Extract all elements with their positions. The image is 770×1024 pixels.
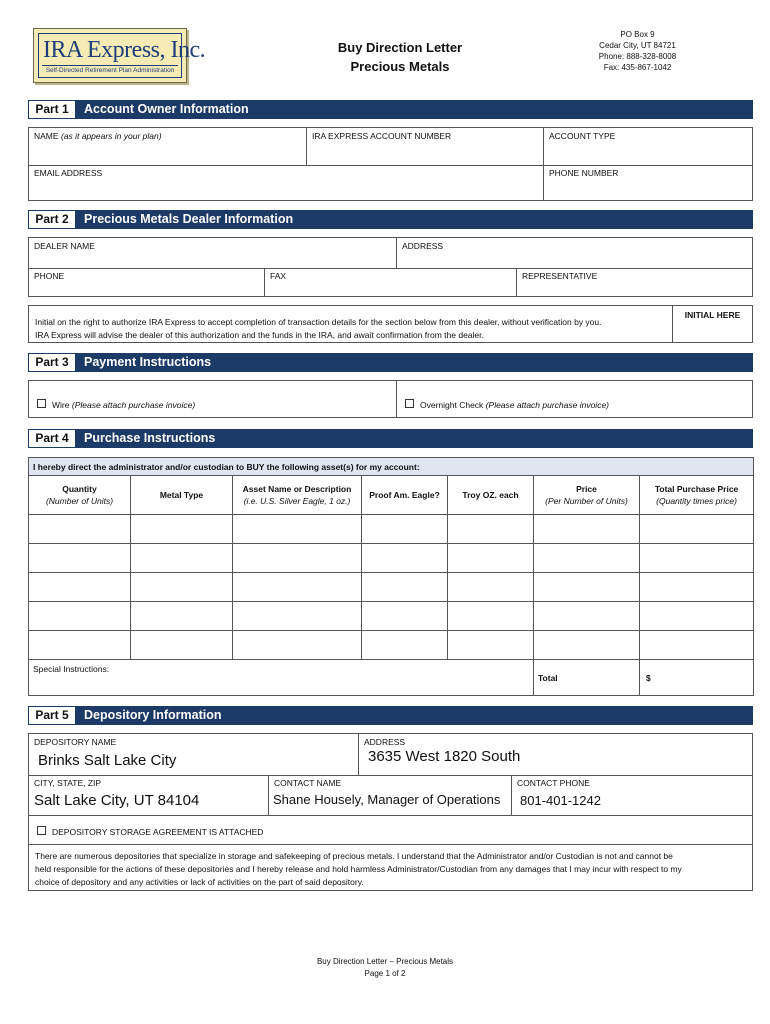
phone-number-field[interactable]: PHONE NUMBER: [549, 168, 619, 178]
authorization-text: Initial on the right to authorize IRA Express to accept completion of transaction details for the section below from this dealer, without verification by you. IRA Express will advise the dealer of this authorization and the funds in the IRA, and await confirmation from the dealer.: [35, 317, 602, 340]
part4-title: Purchase Instructions: [84, 431, 216, 445]
part1-header: [28, 100, 753, 119]
city-state-zip-field[interactable]: CITY, STATE, ZIP Salt Lake City, UT 84104: [29, 775, 269, 815]
total-value-field[interactable]: [640, 660, 754, 696]
overnight-check-option: Overnight Check (Please attach purchase invoice): [397, 381, 752, 417]
storage-agreement-label: DEPOSITORY STORAGE AGREEMENT IS ATTACHED: [52, 827, 264, 837]
table-cell[interactable]: [233, 631, 362, 660]
page-footer: [260, 956, 510, 980]
column-total-purchase-price: Total Purchase Price (Quantity times price): [640, 476, 754, 515]
table-cell[interactable]: [29, 573, 131, 602]
account-number-field[interactable]: IRA EXPRESS ACCOUNT NUMBER: [307, 128, 544, 165]
representative-field[interactable]: REPRESENTATIVE: [522, 271, 598, 281]
table-cell[interactable]: [362, 631, 448, 660]
table-cell[interactable]: [131, 515, 233, 544]
email-field[interactable]: EMAIL ADDRESS: [29, 165, 544, 201]
storage-agreement-checkbox[interactable]: [37, 826, 46, 835]
logo-tagline: Self-Directed Retirement Plan Administration: [42, 65, 178, 74]
table-row: [29, 631, 754, 660]
dealer-fax-field[interactable]: FAX: [265, 268, 517, 296]
part3-title: Payment Instructions: [84, 355, 212, 369]
total-currency: $: [646, 672, 651, 683]
part1-number: Part 1: [28, 100, 76, 119]
divider: [29, 844, 752, 845]
purchase-direction: I hereby direct the administrator and/or custodian to BUY the following asset(s) for my account:: [29, 458, 754, 476]
table-cell[interactable]: [534, 573, 640, 602]
dealer-authorization: [28, 305, 753, 343]
table-cell[interactable]: [29, 515, 131, 544]
name-field[interactable]: NAME (as it appears in your plan): [29, 128, 307, 165]
dealer-name-field[interactable]: DEALER NAME: [29, 238, 397, 268]
table-cell[interactable]: [534, 515, 640, 544]
part2-number: Part 2: [28, 210, 76, 229]
initial-here-field[interactable]: INITIAL HERE: [672, 306, 752, 342]
table-cell[interactable]: [131, 544, 233, 573]
overnight-check-checkbox[interactable]: [405, 399, 414, 408]
purchase-table: [28, 457, 754, 696]
dealer-info-section: [28, 237, 753, 297]
table-cell[interactable]: [448, 544, 534, 573]
table-cell[interactable]: [534, 544, 640, 573]
company-logo: [33, 28, 206, 83]
table-cell[interactable]: [362, 602, 448, 631]
depository-name-field[interactable]: DEPOSITORY NAME Brinks Salt Lake City: [29, 734, 359, 775]
table-row: [29, 515, 754, 544]
column-price: Price (Per Number of Units): [534, 476, 640, 515]
logo-border: [38, 33, 206, 78]
table-cell[interactable]: [448, 602, 534, 631]
city-state-zip-value: Salt Lake City, UT 84104: [34, 792, 200, 809]
part1-title: Account Owner Information: [84, 102, 249, 116]
depository-name-value: Brinks Salt Lake City: [38, 752, 177, 769]
table-cell[interactable]: [233, 602, 362, 631]
table-cell[interactable]: [640, 602, 754, 631]
table-cell[interactable]: [640, 544, 754, 573]
part5-header: [28, 706, 753, 725]
dealer-phone-field[interactable]: PHONE: [29, 268, 265, 296]
table-cell[interactable]: [448, 573, 534, 602]
table-cell[interactable]: [362, 515, 448, 544]
table-cell[interactable]: [29, 544, 131, 573]
wire-option: Wire (Please attach purchase invoice): [29, 381, 397, 417]
part4-number: Part 4: [28, 429, 76, 448]
table-cell[interactable]: [640, 573, 754, 602]
depository-address-field[interactable]: ADDRESS 3635 West 1820 South: [364, 737, 521, 765]
purchase-table-header: [29, 476, 754, 515]
account-type-field[interactable]: ACCOUNT TYPE: [549, 131, 616, 141]
contact-name-value: Shane Housely, Manager of Operations: [273, 792, 501, 807]
special-instructions-field[interactable]: [29, 660, 534, 696]
table-row: [29, 544, 754, 573]
table-cell[interactable]: [534, 631, 640, 660]
table-cell[interactable]: [534, 602, 640, 631]
dealer-address-field[interactable]: ADDRESS: [402, 241, 444, 251]
table-cell[interactable]: [233, 573, 362, 602]
part4-header: [28, 429, 753, 448]
contact-name-field[interactable]: CONTACT NAME Shane Housely, Manager of Operations: [269, 775, 512, 815]
payment-section: [28, 380, 753, 418]
table-cell[interactable]: [131, 573, 233, 602]
part2-title: Precious Metals Dealer Information: [84, 212, 294, 226]
table-cell[interactable]: [640, 631, 754, 660]
company-address: PO Box 9 Cedar City, UT 84721 Phone: 888-328-8008 Fax: 435-867-1042: [598, 30, 677, 72]
table-cell[interactable]: [362, 544, 448, 573]
column-asset-name: Asset Name or Description (i.e. U.S. Silver Eagle, 1 oz.): [233, 476, 362, 515]
depository-section: [28, 733, 753, 891]
table-cell[interactable]: [29, 631, 131, 660]
logo-name: IRA Express, Inc.: [43, 37, 206, 63]
total-label: Total: [538, 672, 558, 683]
document-subtitle: Precious Metals: [350, 59, 450, 74]
special-instructions-label: Special Instructions:: [33, 664, 110, 674]
table-cell[interactable]: [131, 602, 233, 631]
table-cell[interactable]: [362, 573, 448, 602]
depository-address-value: 3635 West 1820 South: [368, 748, 521, 765]
contact-phone-field[interactable]: CONTACT PHONE 801-401-1242: [517, 778, 601, 808]
contact-phone-value: 801-401-1242: [520, 793, 601, 808]
purchase-direction-row: [29, 458, 754, 476]
page-number: Page 1 of 2: [364, 969, 406, 978]
depository-disclaimer: There are numerous depositories that specialize in storage and safekeeping of precious metals. I understand that the Administrator and/or Custodian is not and cannot be held responsible for the actions of these depositories and I hereby release and hold harmless Administrator/Custodian from any damages that I may incur with respect to my choice of depository and any activities or lack of activities on the part of said depository.: [35, 851, 682, 887]
part5-number: Part 5: [28, 706, 76, 725]
table-cell[interactable]: [448, 515, 534, 544]
column-quantity: Quantity (Number of Units): [29, 476, 131, 515]
table-cell[interactable]: [448, 631, 534, 660]
account-owner-section: [28, 127, 753, 201]
column-troy-oz: Troy OZ. each: [448, 476, 534, 515]
footer-title: Buy Direction Letter – Precious Metals: [316, 957, 454, 966]
total-label-cell: [534, 660, 640, 696]
part3-header: [28, 353, 753, 372]
table-row: [29, 602, 754, 631]
part3-number: Part 3: [28, 353, 76, 372]
part5-title: Depository Information: [84, 708, 222, 722]
table-cell[interactable]: [233, 544, 362, 573]
column-proof-am-eagle: Proof Am. Eagle?: [362, 476, 448, 515]
table-cell[interactable]: [29, 602, 131, 631]
document-title: Buy Direction Letter: [337, 40, 463, 55]
column-metal-type: Metal Type: [131, 476, 233, 515]
divider: [29, 815, 752, 816]
table-cell[interactable]: [131, 631, 233, 660]
part2-header: [28, 210, 753, 229]
wire-checkbox[interactable]: [37, 399, 46, 408]
table-row: [29, 573, 754, 602]
table-cell[interactable]: [233, 515, 362, 544]
special-total-row: [29, 660, 754, 696]
table-cell[interactable]: [640, 515, 754, 544]
